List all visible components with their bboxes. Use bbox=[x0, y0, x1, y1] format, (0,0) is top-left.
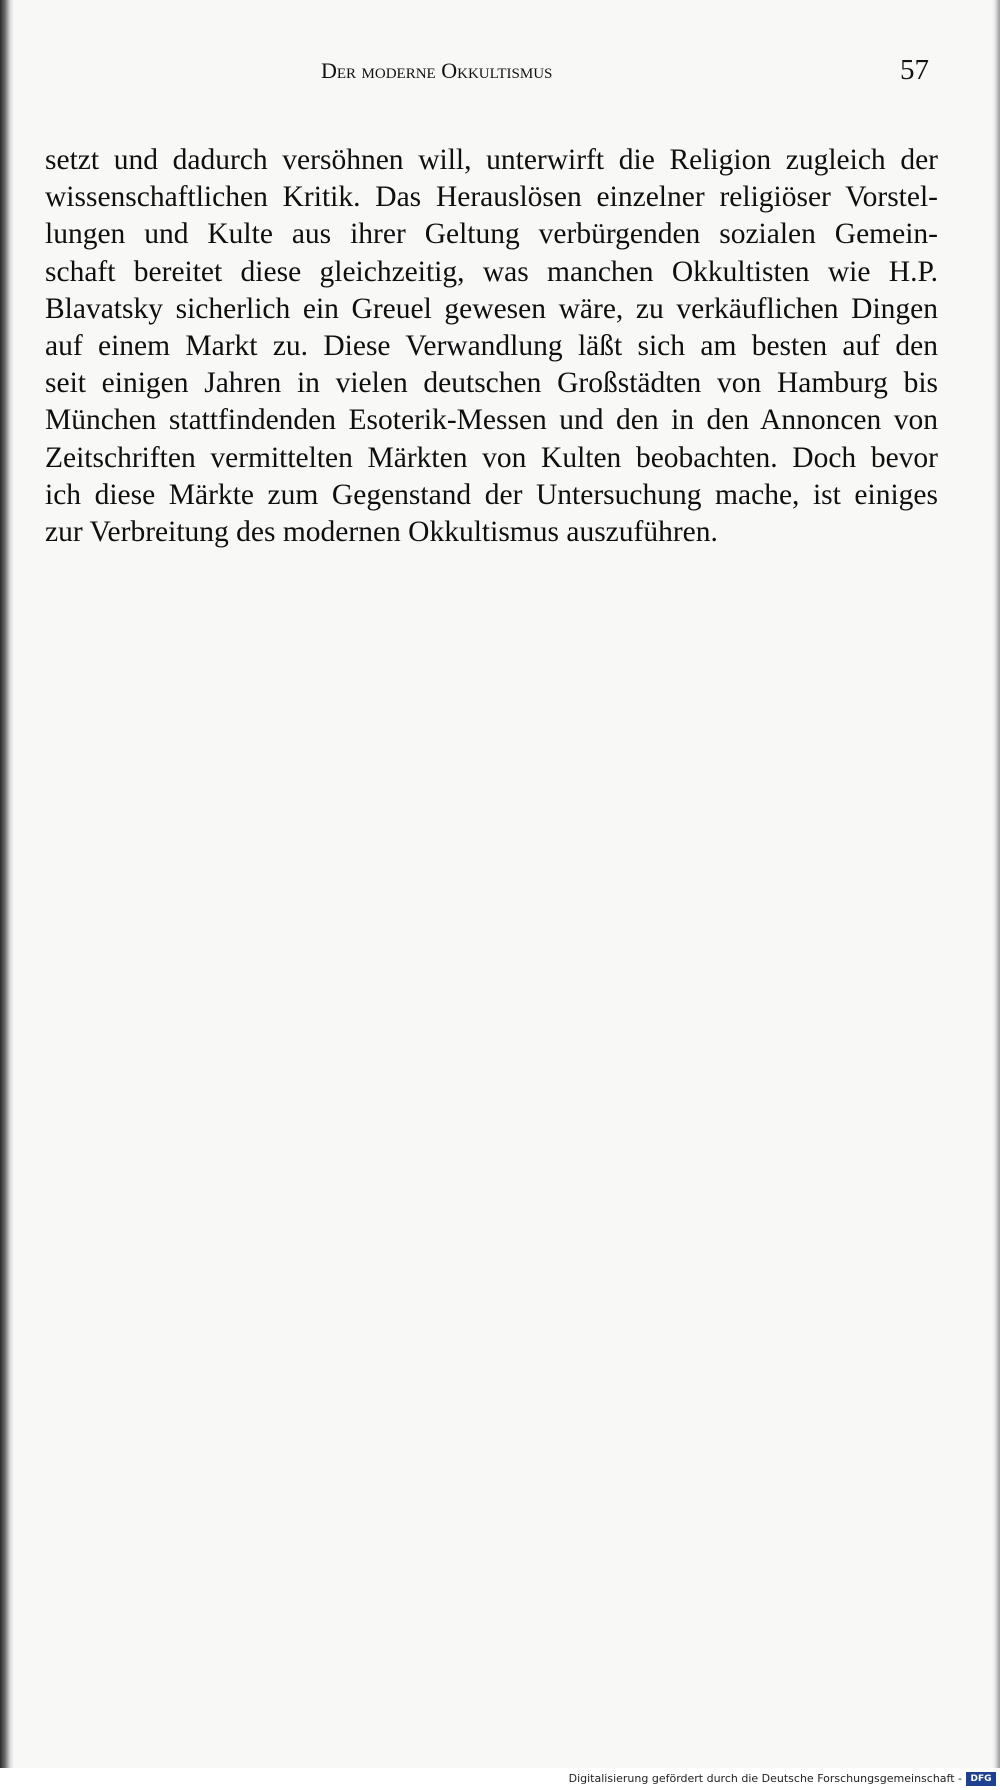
text-line: auf einem Markt zu. Diese Verwandlung läßt sich am besten auf den bbox=[45, 329, 938, 362]
text-line: Blavatsky sicherlich ein Greuel gewesen wäre, zu verkäuflichen Dingen bbox=[45, 292, 938, 325]
text-line-last: zur Verbreitung des modernen Okkultismus auszuführen. bbox=[45, 515, 718, 548]
page-edge-shadow bbox=[992, 0, 1000, 1768]
text-line: München stattfindenden Esoterik-Messen und den in den Annoncen von bbox=[45, 404, 938, 437]
text-line: setzt und dadurch versöhnen will, unterwirft die Religion zugleich der bbox=[45, 144, 938, 176]
text-line: lungen und Kulte aus ihrer Geltung verbürgenden sozialen Gemein- bbox=[45, 218, 938, 251]
text-line: ich diese Märkte zum Gegenstand der Untersuchung mache, ist einiges bbox=[45, 478, 938, 511]
funding-credit: Digitalisierung gefördert durch die Deutsche Forschungsgemeinschaft - bbox=[568, 1772, 962, 1785]
binding-shadow bbox=[0, 0, 14, 1768]
dfg-logo: DFG bbox=[966, 1772, 996, 1786]
running-head bbox=[0, 54, 1000, 94]
running-head-title: Der moderne Okkultismus bbox=[321, 58, 553, 83]
text-line: wissenschaftlichen Kritik. Das Herauslösen einzelner religiöser Vorstel- bbox=[45, 181, 938, 214]
page-number: 57 bbox=[900, 54, 929, 86]
body-paragraph bbox=[45, 142, 938, 551]
text-line: schaft bereitet diese gleichzeitig, was manchen Okkultisten wie H.P. bbox=[45, 255, 938, 288]
text-line: Zeitschriften vermittelten Märkten von Kulten beobachten. Doch bevor bbox=[45, 441, 938, 474]
text-line: seit einigen Jahren in vielen deutschen Großstädten von Hamburg bis bbox=[45, 367, 938, 400]
digitization-footer bbox=[0, 1768, 1000, 1790]
